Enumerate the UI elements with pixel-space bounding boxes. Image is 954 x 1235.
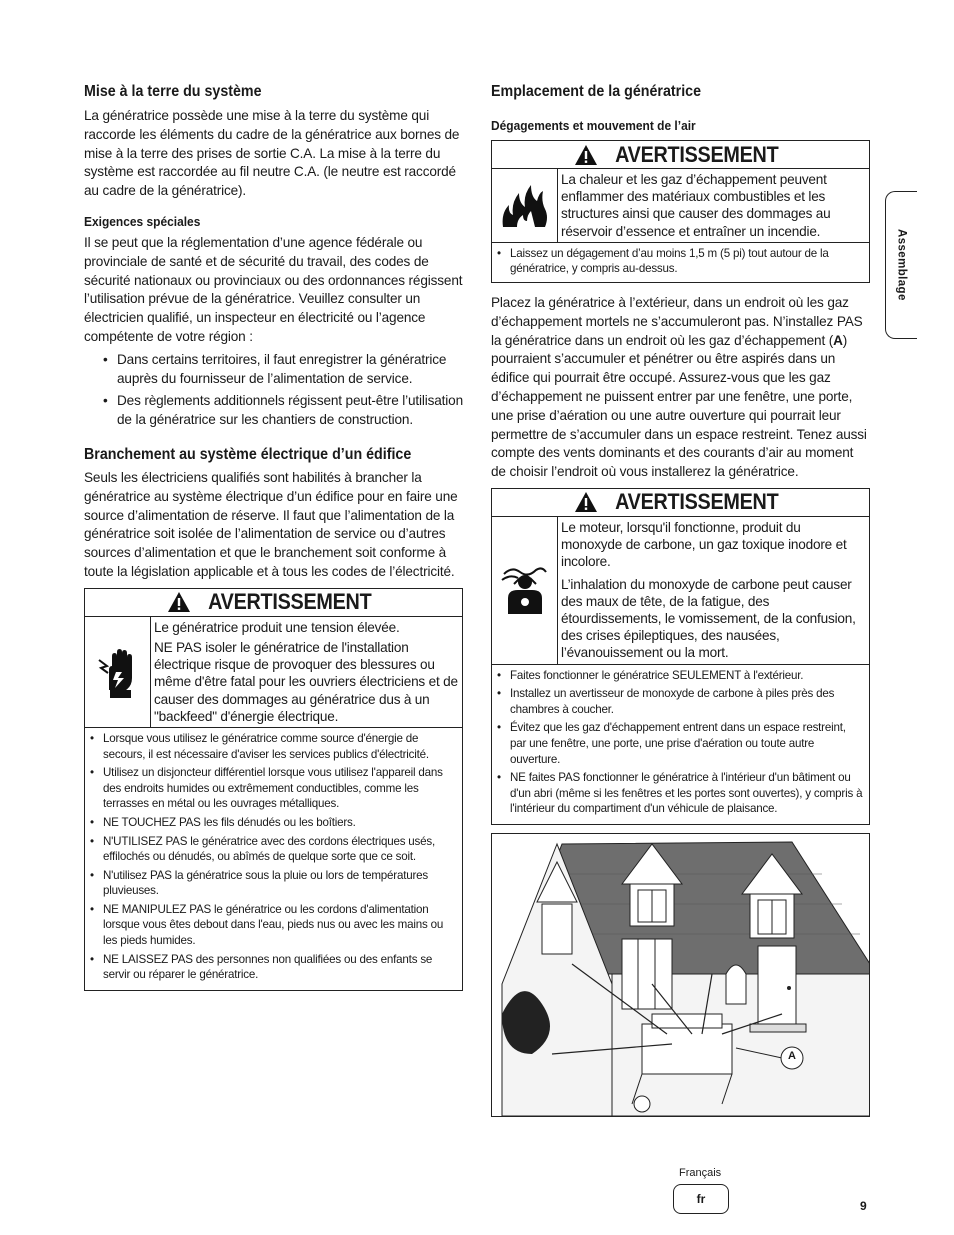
house-generator-illustration bbox=[491, 833, 870, 1117]
placement-paragraph: Placez la génératrice à l’extérieur, dans un endroit où les gaz d’échappement mortels ne s’accumuleront pas. N’installez PAS la génératrice dans un endroit où les gaz d’échappement (A) pourraient s’accumuler et pénétrer ou être aspirés dans un édifice qui pourrait être occupé. Assurez-vous que les gaz d’échappement ne puissent entrer par une fenêtre, une porte, une prise d’aération ou une autre ouverture qui pourrait leur permettre de s’accumuler dans un espace restreint. Tenez aussi compte des vents dominants et des courants d’air au moment de choisir l’endroit où vous installerez la génératrice. bbox=[491, 295, 867, 480]
warning-bullet-list bbox=[492, 243, 869, 282]
warning-text: Le génératrice produit une tension élevée. bbox=[154, 619, 400, 635]
warning-box-electric bbox=[84, 588, 463, 991]
list-item: • NE MANIPULEZ PAS le génératrice ou les cordons d'alimentation lorsque vous êtes debout dans l'eau, pieds nus ou avec les mains ou les pieds humides. bbox=[89, 902, 456, 949]
list-item: • NE TOUCHEZ PAS les fils dénudés ou les boîtiers. bbox=[89, 815, 456, 831]
section-tab-label: Assemblage bbox=[895, 229, 908, 301]
requirements-list bbox=[84, 351, 464, 430]
warning-box-fire bbox=[491, 140, 870, 283]
grounding-paragraph: La génératrice possède une mise à la terre du système qui raccorde les éléments du cadre de la génératrice aux bornes de mise à la terre des prises de sortie C.A. La mise à la terre du système est raccordée au fil neutre C.A. (le neutre est raccordé au cadre de la génératrice). bbox=[84, 108, 460, 199]
heading-grounding: Mise à la terre du système bbox=[84, 83, 262, 100]
list-item: • Faites fonctionner le génératrice SEULEMENT à l'extérieur. bbox=[496, 668, 863, 684]
list-item: • NE faites PAS fonctionner le génératrice à l'intérieur d'un bâtiment ou d'un abri (même si les fenêtres et les portes sont ouvertes), y compris à l'intérieur du compartiment d'un véhicule de plaisance. bbox=[496, 770, 863, 817]
label-a-ref: A bbox=[833, 332, 843, 348]
right-column bbox=[491, 80, 871, 1117]
subheading-special-requirements: Exigences spéciales bbox=[84, 213, 201, 229]
warning-bullet-list bbox=[85, 728, 462, 990]
house-illustration bbox=[492, 834, 870, 1117]
warning-triangle-icon bbox=[167, 591, 191, 613]
warning-text: NE PAS isoler le génératrice de l'installation électrique risque de provoquer des blessures ou même d'être fatal pour les ouvriers électriciens et de causer des dommages au génératrice dus à un "backfeed" d'énergie électrique. bbox=[154, 639, 458, 724]
requirements-paragraph: Il se peut que la réglementation d’une agence fédérale ou provinciale de santé et de sécurité du travail, des codes de sécurité nationaux ou provinciaux ou des ordonnances régissent l’utilisation prévue de la génératrice. Veuillez consulter un électricien qualifié, un inspecteur en électricité ou l’agence compétente de votre région : bbox=[84, 234, 463, 344]
electric-shock-icon bbox=[85, 617, 151, 727]
fire-icon bbox=[492, 169, 558, 242]
warning-triangle-icon bbox=[574, 144, 598, 166]
warning-title: AVERTISSEMENT bbox=[614, 141, 779, 167]
warning-title-bar bbox=[85, 589, 462, 617]
left-column bbox=[84, 80, 464, 991]
footer-language: Français bbox=[679, 1167, 722, 1179]
list-item: • Laissez un dégagement d’au moins 1,5 m (5 pi) tout autour de la génératrice, y compris au-dessus. bbox=[496, 246, 863, 277]
list-item: • Évitez que les gaz d'échappement entrent dans un espace restreint, par une fenêtre, une porte, une prise d'aération ou toute autre ouverture. bbox=[496, 720, 863, 767]
list-item: • N'UTILISEZ PAS le génératrice avec des cordons électriques usés, effilochés ou dénudés, ou abîmés de quelque sorte que ce soit. bbox=[89, 834, 456, 865]
warning-title: AVERTISSEMENT bbox=[614, 489, 779, 515]
footer-language-code: fr bbox=[673, 1184, 729, 1214]
section-tab bbox=[885, 191, 917, 339]
warning-box-co bbox=[491, 488, 870, 825]
warning-text: Le moteur, lorsqu'il fonctionne, produit du monoxyde de carbone, un gaz toxique inodore et incolore. bbox=[561, 519, 847, 570]
warning-text: L’inhalation du monoxyde de carbone peut causer des maux de tête, de la fatigue, des étourdissements, le vomissement, de la confusion, des crises épileptiques, des nausées, l’évanouissement ou la mort. bbox=[561, 576, 856, 661]
heading-building-connection: Branchement au système électrique d’un édifice bbox=[84, 445, 412, 463]
label-a: A bbox=[788, 1049, 796, 1062]
subheading-clearance: Dégagements et mouvement de l’air bbox=[491, 118, 696, 133]
list-item: • NE LAISSEZ PAS des personnes non qualifiées ou des enfants se servir ou réparer le génératrice. bbox=[89, 952, 456, 983]
warning-title-bar bbox=[492, 141, 869, 169]
warning-title-bar bbox=[492, 489, 869, 517]
toxic-fumes-icon bbox=[492, 517, 558, 664]
list-item: • Installez un avertisseur de monoxyde de carbone à piles près des chambres à coucher. bbox=[496, 686, 863, 717]
list-item: • Utilisez un disjoncteur différentiel lorsque vous utilisez l'appareil dans des endroits humides ou extrêmement conductibles, comme les terrasses en métal ou les ouvrages métalliques. bbox=[89, 765, 456, 812]
list-item: • Dans certains territoires, il faut enregistrer la génératrice auprès du fournisseur de l’alimentation de service. bbox=[84, 351, 464, 389]
connection-paragraph: Seuls les électriciens qualifiés sont habilités à brancher la génératrice au système électrique d’un édifice pour en faire une source d’alimentation de réserve. Il faut que l’alimentation de la génératrice soit isolée de l’alimentation de service ou d’autres sources d’alimentation et que le branchement soit conforme à toute la législation applicable et à tous les codes de l’électricité. bbox=[84, 469, 458, 579]
heading-location: Emplacement de la génératrice bbox=[491, 83, 702, 100]
warning-title: AVERTISSEMENT bbox=[207, 589, 372, 615]
list-item: • N'utilisez PAS la génératrice sous la pluie ou lors de températures pluvieuses. bbox=[89, 868, 456, 899]
list-item: • Lorsque vous utilisez le génératrice comme source d'énergie de secours, il est nécessaire d'aviser les services publics d'électricité. bbox=[89, 731, 456, 762]
warning-triangle-icon bbox=[574, 491, 598, 513]
warning-bullet-list bbox=[492, 665, 869, 824]
page-number: 9 bbox=[860, 1199, 867, 1213]
list-item: • Des règlements additionnels régissent peut-être l’utilisation de la génératrice sur les chantiers de construction. bbox=[84, 392, 464, 430]
warning-text: La chaleur et les gaz d’échappement peuvent enflammer des matériaux combustibles et les structures ainsi que causer des dommages au réservoir d’essence et entraîner un incendie. bbox=[561, 172, 831, 239]
